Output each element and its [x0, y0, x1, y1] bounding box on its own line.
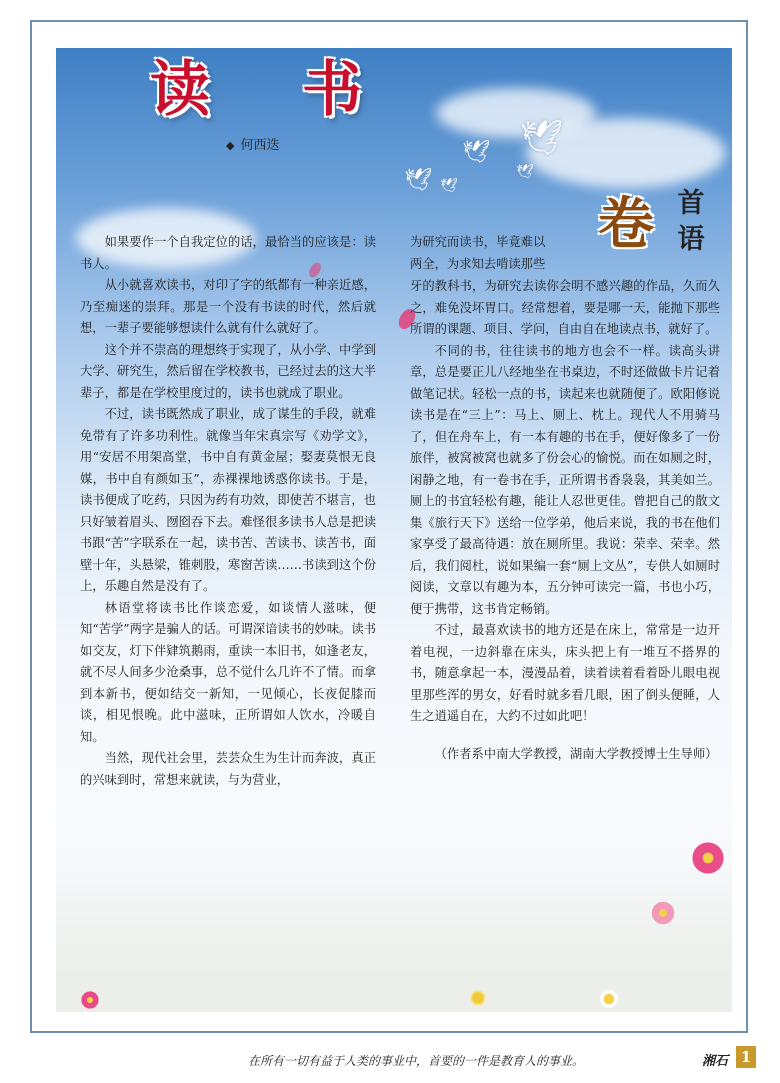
footer-brand: 湘石 — [702, 1054, 729, 1069]
paragraph: 如果要作一个自我定位的话，最恰当的应该是：读书人。 — [80, 235, 376, 271]
paragraph: 这个并不崇高的理想终于实现了，从小学、中学到大学、研究生，然后留在学校教书，已经过去的这大半辈子，都是在学校里度过的，读书也就成了职业。 — [80, 342, 376, 400]
paragraph: 当然，现代社会里，芸芸众生为生计而奔波，真正的兴味到时，常想来就读，与为营业， — [80, 751, 376, 787]
dove-icon: 🕊 — [440, 178, 458, 194]
title-char: 书 — [302, 55, 364, 125]
title-char: 读 — [150, 55, 212, 125]
right-column-top — [410, 232, 588, 275]
dove-icon: 🕊 — [520, 118, 564, 158]
text-line: 为研究而读书，毕竟难以 — [410, 235, 546, 249]
author-note: （作者系中南大学教授，湖南大学教授博士生导师） — [434, 746, 718, 761]
column-header-small — [676, 186, 706, 258]
article-title — [150, 42, 364, 128]
paragraph: 从小就喜欢读书，对印了字的纸都有一种亲近感，乃至痴迷的崇拜。那是一个没有书读的时代，然后就想，一辈子要能够想读什么就有什么就好了。 — [80, 278, 376, 335]
column-header-char: 语 — [677, 224, 705, 255]
daisy-icon — [470, 990, 486, 1006]
column-header-big: 卷 — [598, 191, 654, 257]
paragraph: 不过，读书既然成了职业，成了谋生的手段，就难免带有了许多功利性。就像当年宋真宗写《劝学文》，用“安居不用架高堂，书中自有黄金屋；娶妻莫恨无良媒，书中自有颜如玉”，赤裸裸地诱惑你读书。于是，读书便成了吃药，只因为药有功效，即使苦不堪言，也只好皱着眉头、囫囵吞下去。难怪很多读书人总是把读书跟“苦”字联系在一起，读书苦、苦读书、读苦书，面壁十年，头悬梁，锥刺股，寒窗苦读……书读到这个份上，乐趣自然是没有了。 — [80, 407, 376, 593]
column-header-char: 首 — [677, 188, 705, 219]
dove-icon: 🕊 — [516, 164, 534, 180]
paragraph: 牙的教科书，为研究去读你会明不感兴趣的作品，久而久之，难免没坏胃口。经常想着，要是哪一天，能抛下那些所谓的课题、项目、学问，自由自在地读点书，就好了。 — [410, 279, 720, 336]
author-name: 何西迭 — [240, 138, 280, 153]
footer-quote: 在所有一切有益于人类的事业中，首要的一件是教育人的事业。 — [248, 1054, 585, 1068]
dove-icon: 🕊 — [404, 168, 432, 193]
bottom-mist — [56, 882, 732, 1012]
cosmos-flower-icon — [80, 990, 100, 1010]
diamond-icon: ◆ — [226, 139, 235, 152]
author-line — [226, 134, 279, 153]
cosmos-flower-icon — [650, 900, 676, 926]
paragraph: 林语堂将读书比作谈恋爱，如谈情人滋味，便知“苦学”两字是骗人的话。可谓深谙读书的妙味。读书如交友，灯下伴肄筑鹅雨，重读一本旧书，如逢老友，就不尽人间多少沧桑事，总不觉什么几许不了情。而拿到本新书，便如结交一新知，一见倾心，长夜促膝而谈，相见恨晚。此中滋味，正所谓如人饮水，冷暖自知。 — [80, 600, 376, 744]
right-column — [410, 276, 720, 765]
cosmos-flower-icon — [690, 840, 726, 876]
paragraph: 不同的书，往往读书的地方也会不一样。读高头讲章，总是要正儿八经地坐在书桌边，不时还做做卡片记着做笔记状。轻松一点的书，读起来也就随便了。欧阳修说读书是在“三上”：马上、厕上、枕上。现代人不用骑马了，但在舟车上，有一本有趣的书在手，便好像多了一份旅伴，被窝被窝也就多了份会心的愉悦。而在如厕之时，闲静之地，有一卷书在手，正所谓书香袅袅，其美如兰。厕上的书宜轻松有趣，能让人忍世更佳。曾把自己的散文集《旅行天下》送给一位学弟，他后来说，我的书在他们家享受了最高待遇：放在厕所里。我说：荣幸、荣幸。然后，我们阅杜，说如果编一套“厕上文丛”，专供人如厕时阅读，文章以有趣为本，五分钟可读完一篇，书也小巧，便于携带，这书肯定畅销。 — [410, 343, 720, 616]
left-column — [80, 232, 376, 791]
paragraph: 不过，最喜欢读书的地方还是在床上，常常是一边开着电视，一边斜靠在床头，床头把上有一堆互不搭界的书，随意拿起一本，漫漫品着，读着读着看着卧儿眼电视里那些浑的男女，好看时就多看几眼，困了倒头便睡，人生之逍遥自在，大约不过如此吧！ — [410, 623, 720, 723]
daisy-icon — [600, 990, 618, 1008]
dove-icon: 🕊 — [462, 140, 490, 165]
page-number: 1 — [736, 1046, 756, 1068]
text-line: 两全，为求知去啃读那些 — [410, 256, 546, 271]
